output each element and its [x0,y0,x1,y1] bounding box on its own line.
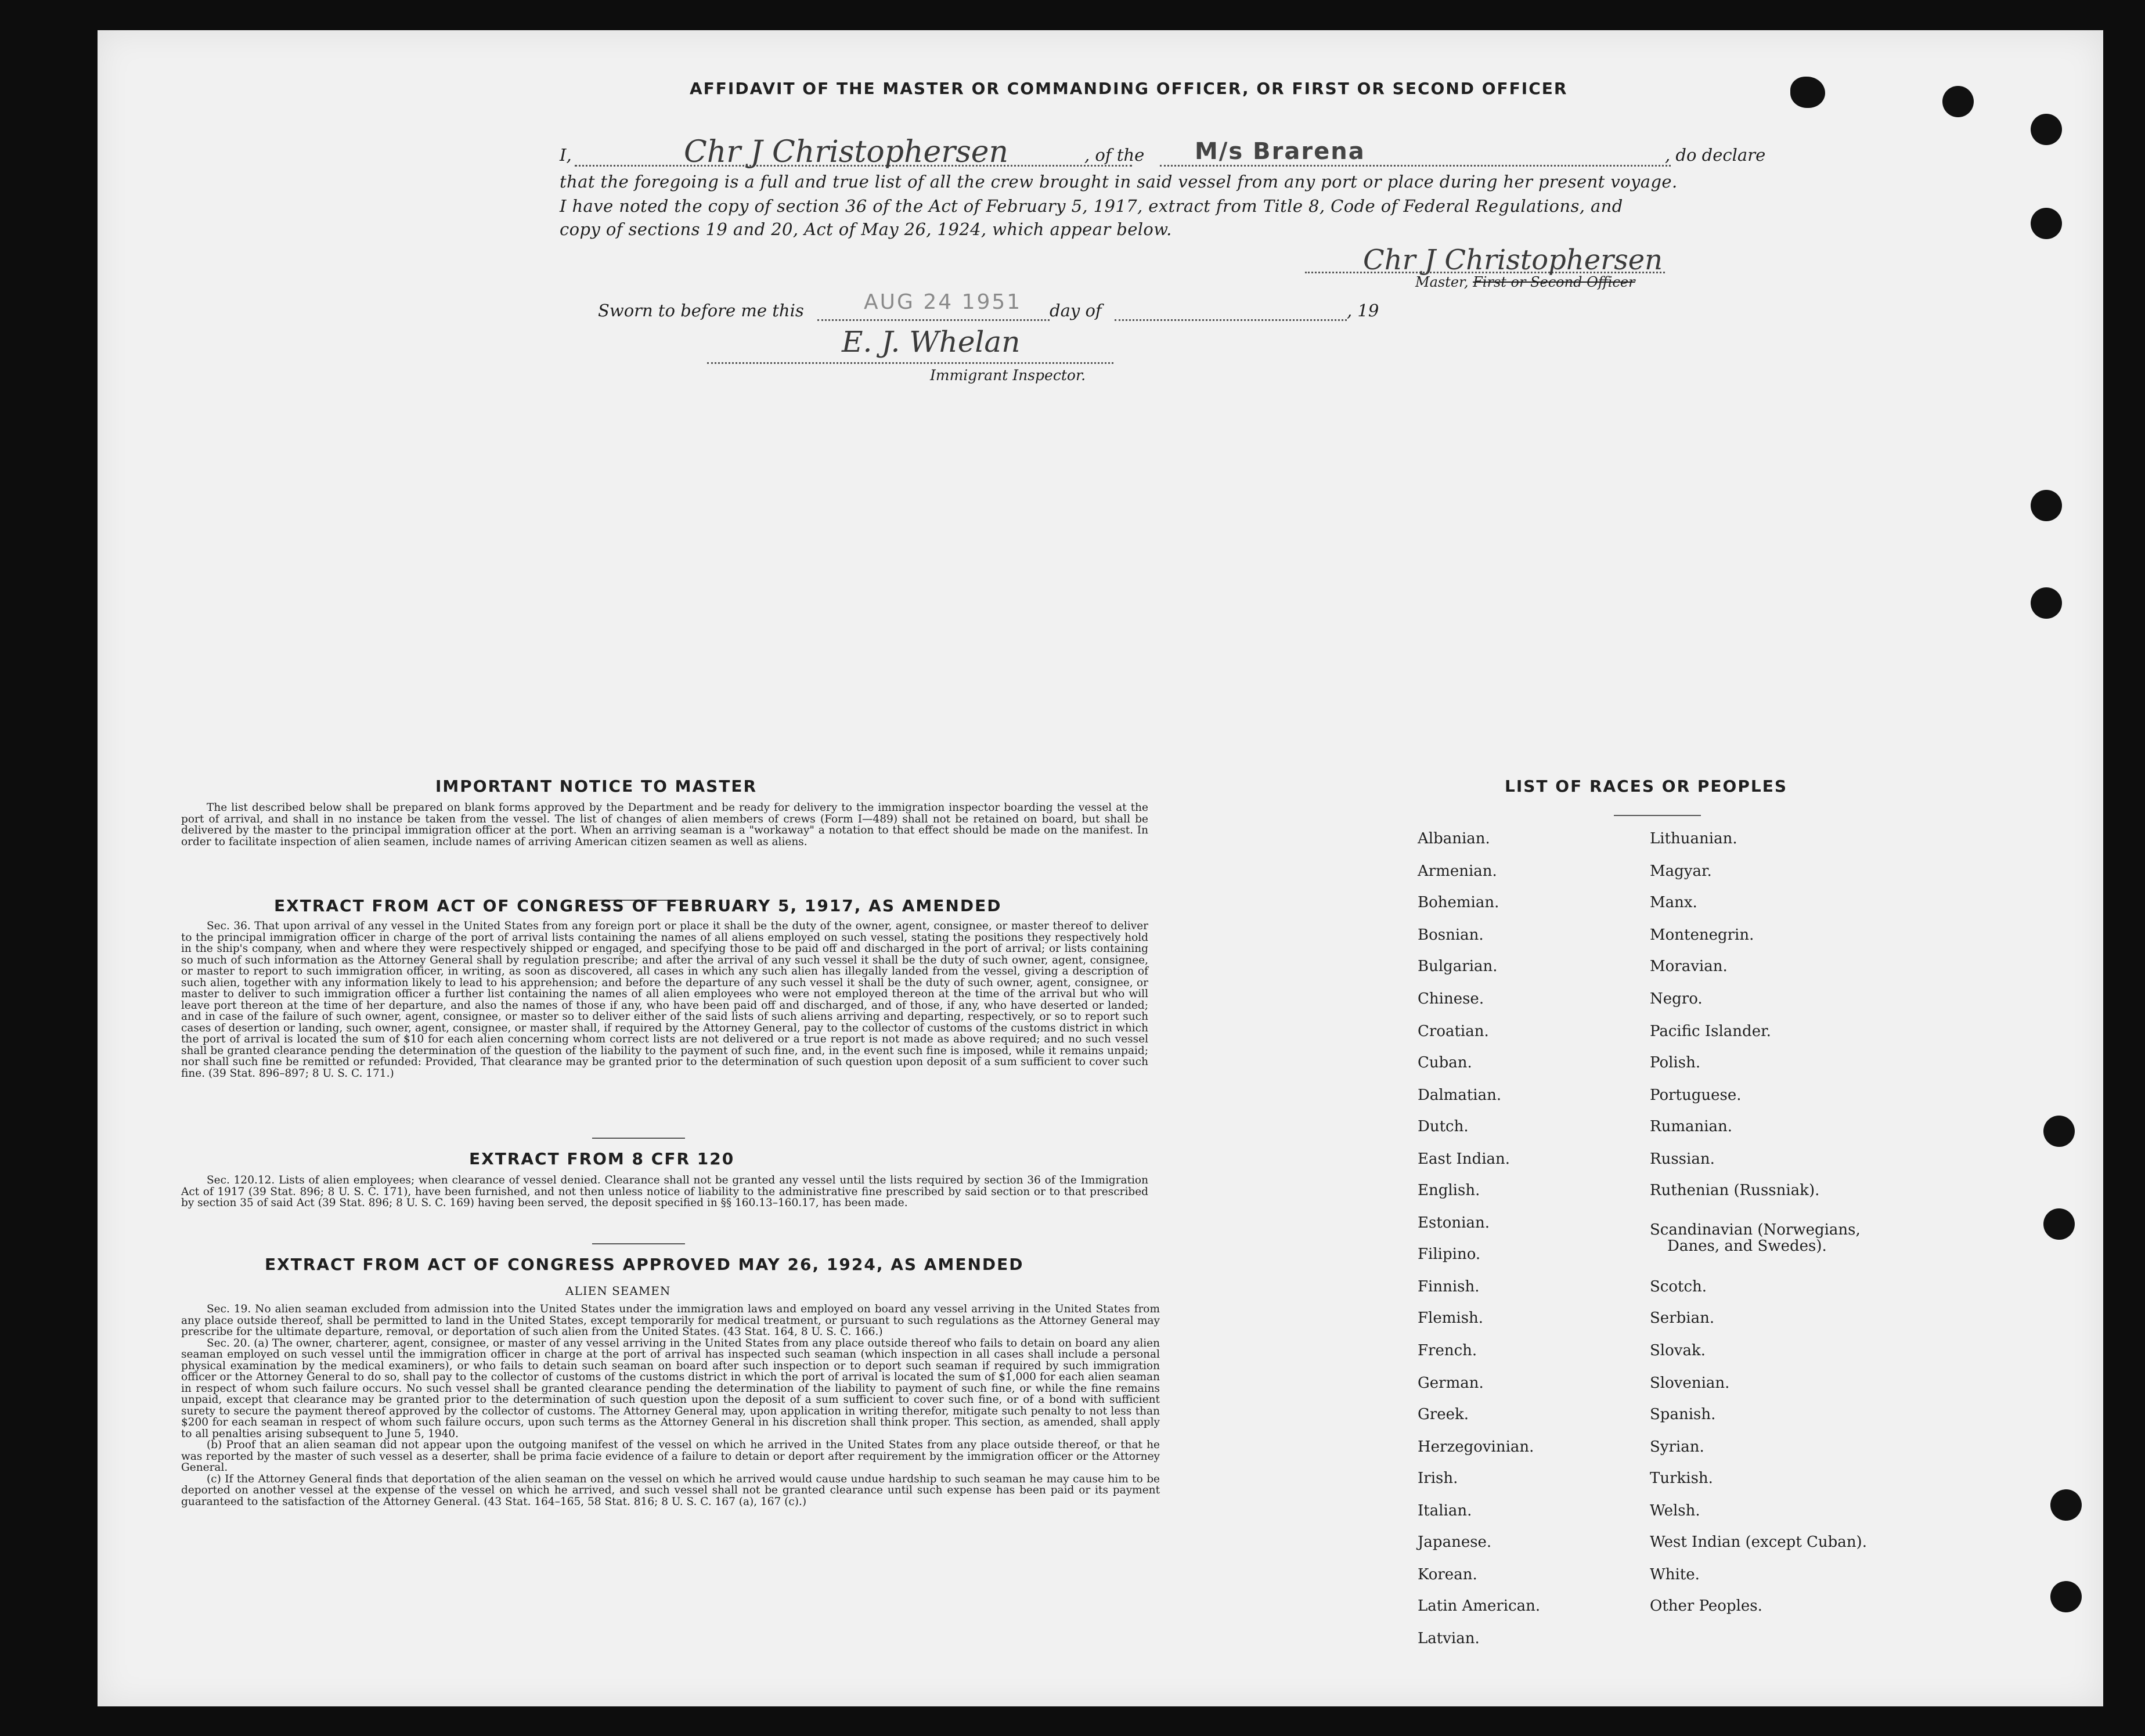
race-item: West Indian (except Cuban). [1650,1533,1867,1551]
punch-hole [2031,587,2062,619]
vessel-name-line [1160,165,1671,167]
race-item: Moravian. [1650,958,1728,975]
race-item: East Indian. [1418,1150,1510,1168]
race-item: Ruthenian (Russniak). [1650,1182,1820,1199]
officer-label-struck: First or Second Officer [1473,274,1635,290]
race-item: Scotch. [1650,1278,1707,1295]
race-item: Bohemian. [1418,894,1499,911]
sworn-year-prefix: , 19 [1347,301,1379,320]
race-item: Russian. [1650,1150,1715,1168]
punch-hole [2043,1116,2075,1147]
races-title: LIST OF RACES OR PEOPLES [1505,777,1787,796]
punch-hole [2050,1489,2082,1521]
notice-paragraph: The list described below shall be prepared on blank forms approved by the Department and be ready for delivery to the immigration inspector boarding the vessel at the port of arrival, and shall in no instance be taken from the vessel. The list of changes of alien members of crews (Form I—489) shall not be retained on board, but shall be delivered by the master to the principal immigration officer at the port. When an arriving seaman is a "workaway" a notation to that effect should be made on the manifest. In order to facilitate inspection of alien seamen, include names of arriving American citizen seamen as well as aliens. [181,802,1148,848]
affidavit-title: AFFIDAVIT OF THE MASTER OR COMMANDING OFFICER, OR FIRST OR SECOND OFFICER [690,79,1568,98]
affidavit-do-declare: , do declare [1665,145,1766,165]
race-item: Scandinavian (Norwegians, [1650,1221,1861,1239]
race-item: Spanish. [1650,1406,1716,1423]
extract-1924-paragraph: (b) Proof that an alien seaman did not appear upon the outgoing manifest of the vessel on which he arrived in the United States from any place outside thereof, or that he was reported by the master of such vessel as a deserter, shall be prima facie evidence of a failure to detain or deport after requirement by the immigration officer or the Attorney General. [181,1439,1160,1474]
punch-hole [2031,208,2062,239]
inspector-signature-line [707,362,1113,364]
notice-body [181,802,1148,847]
race-item: Flemish. [1418,1309,1484,1327]
extract-cfr-body [181,1175,1148,1209]
race-item: Dalmatian. [1418,1087,1502,1104]
race-item: Japanese. [1418,1533,1492,1551]
race-item: Dutch. [1418,1118,1469,1135]
officer-label [1415,274,1635,290]
race-item: Bulgarian. [1418,958,1498,975]
inspector-label: Immigrant Inspector. [930,367,1086,384]
race-item: Armenian. [1418,862,1497,880]
officer-label-master: Master, [1415,274,1469,290]
affidavit-line-3: I have noted the copy of section 36 of the Act of February 5, 1917, extract from Title 8, Code of Federal Regulations, and [560,196,1623,216]
affidavit-line-4: copy of sections 19 and 20, Act of May 26, 1924, which appear below. [560,219,1172,239]
race-item: English. [1418,1182,1480,1199]
punch-hole [2050,1581,2082,1612]
race-item: Irish. [1418,1470,1458,1487]
extract-1924-body [181,1304,1160,1507]
race-item: Other Peoples. [1650,1597,1762,1615]
race-item: Filipino. [1418,1246,1481,1263]
race-item: Rumanian. [1650,1118,1733,1135]
punch-hole [2043,1208,2075,1240]
master-signature: Chr J Christophersen [1363,244,1663,276]
extract-1917-title: EXTRACT FROM ACT OF CONGRESS OF FEBRUARY 5, 1917, AS AMENDED [274,896,1002,915]
race-item: Finnish. [1418,1278,1480,1295]
race-item: Pacific Islander. [1650,1023,1771,1040]
sworn-month-line [1115,319,1347,321]
affidavit-line-2: that the foregoing is a full and true list of all the crew brought in said vessel from any port or place during her present voyage. [560,172,1678,192]
race-item: Negro. [1650,990,1703,1008]
race-item: German. [1418,1374,1484,1392]
extract-cfr-title: EXTRACT FROM 8 CFR 120 [469,1149,735,1168]
affidavit-i: I, [560,145,572,165]
race-item: Greek. [1418,1406,1469,1423]
race-item: Italian. [1418,1502,1472,1520]
notice-title: IMPORTANT NOTICE TO MASTER [435,777,758,796]
master-name-signature: Chr J Christophersen [684,135,1009,169]
race-item: French. [1418,1342,1477,1359]
race-item: Bosnian. [1418,926,1484,944]
punch-hole-mark [1790,77,1825,108]
extract-1924-title: EXTRACT FROM ACT OF CONGRESS APPROVED MAY 26, 1924, AS AMENDED [265,1255,1024,1274]
race-item: Manx. [1650,894,1697,911]
vessel-name: M/s Brarena [1195,138,1365,165]
race-item: Danes, and Swedes). [1667,1237,1827,1255]
punch-hole [2031,114,2062,145]
race-item: Croatian. [1418,1023,1489,1040]
separator [592,1138,685,1139]
extract-1917-body [181,921,1148,1079]
race-item: Syrian. [1650,1438,1704,1456]
race-item: Slovenian. [1650,1374,1730,1392]
sworn-prefix: Sworn to before me this [598,301,804,320]
race-item: Turkish. [1650,1470,1713,1487]
race-item: Chinese. [1418,990,1484,1008]
race-item: Estonian. [1418,1214,1490,1232]
extract-1924-subtitle: ALIEN SEAMEN [565,1284,671,1298]
race-item: Latvian. [1418,1630,1480,1647]
race-item: Montenegrin. [1650,926,1754,944]
race-item: Polish. [1650,1054,1701,1071]
race-item: Serbian. [1650,1309,1715,1327]
extract-1924-paragraph: (c) If the Attorney General finds that deportation of the alien seaman on the vessel on which he arrived would cause undue hardship to such seaman he may cause him to be deported on another vessel at the expense of the vessel on which he arrived, and such vessel shall not be granted clearance until such expense has been paid or its payment guaranteed to the satisfaction of the Attorney General. (43 Stat. 164–165, 58 Stat. 816; 8 U. S. C. 167 (a), 167 (c).) [181,1472,1160,1508]
punch-hole [1942,86,1974,117]
extract-1924-paragraph: Sec. 19. No alien seaman excluded from admission into the United States under the immigration laws and employed on board any vessel arriving in the United States from any place outside thereof, shall be permitted to land in the United States, except temporarily for medical treatment, or pursuant to such regulations as the Attorney General may prescribe for the ultimate departure, removal, or deportation of such alien from the United States. (43 Stat. 164, 8 U. S. C. 166.) [181,1303,1160,1338]
race-item: Lithuanian. [1650,830,1737,847]
race-item: Herzegovinian. [1418,1438,1534,1456]
race-item: Magyar. [1650,862,1712,880]
punch-hole [2031,490,2062,521]
race-item: Latin American. [1418,1597,1541,1615]
race-item: Welsh. [1650,1502,1700,1520]
race-item: Cuban. [1418,1054,1472,1071]
race-item: White. [1650,1566,1700,1583]
separator [592,1243,685,1244]
sworn-date-stamp: AUG 24 1951 [864,290,1022,314]
race-item: Portuguese. [1650,1087,1742,1104]
race-item: Korean. [1418,1566,1477,1583]
extract-1924-paragraph: Sec. 20. (a) The owner, charterer, agent, consignee, or master of any vessel arriving in the United States from any place outside thereof who fails to detain on board any alien seaman employed on such vessel until the immigration officer in charge at the port of arrival has inspected such seaman (which inspection in all cases shall include a personal physical examination by the medical examiners), or who fails to detain such seaman on board after such inspection or to deport such seaman if required by such immigration officer or the Attorney General to do so, shall pay to the collector of customs of the customs district in which the port of arrival is located the sum of $1,000 for each alien seaman in respect of whom such failure occurs. No such vessel shall be granted clearance pending the determination of the liability to payment of such fine, or while the fine remains unpaid, except that clearance may be granted prior to the determination of such question upon the deposit of a sum sufficient to cover such fine, or of a bond with sufficient surety to secure the payment thereof approved by the collector of customs. The Attorney General may, upon application in writing therefor, mitigate such penalty to not less than $200 for each seaman in respect of whom such failure occurs, upon such terms as the Attorney General in his discretion shall think proper. This section, as amended, shall apply to all penalties arising subsequent to June 5, 1940. [181,1337,1160,1440]
inspector-signature: E. J. Whelan [842,325,1021,359]
extract-1917-paragraph: Sec. 36. That upon arrival of any vessel in the United States from any foreign port or place it shall be the duty of the owner, agent, consignee, or master thereof to deliver to the principal immigration officer in charge of the port of arrival lists containing the names of all aliens employed on such vessel, stating the positions they respectively hold in the ship's company, when and where they were respectively shipped or engaged, and specifying those to be paid off and discharged in the port of arrival; or lists containing so much of such information as the Attorney General shall by regulation prescribe; and after the arrival of any such vessel it shall be the duty of such owner, agent, consignee, or master to report to such immigration officer, in writing, as soon as discovered, all cases in which any such alien has illegally landed from the vessel, giving a description of such alien, together with any information likely to lead to his apprehension; and before the departure of any such vessel it shall be the duty of such owner, agent, consignee, or master to deliver to such immigration officer a further list containing the names of all alien employees who were not employed thereon at the time of the arrival but who will leave port thereon at the time of her departure, and also the names of those if any, who have been paid off and discharged, and of those, if any, who have deserted or landed; and in case of the failure of such owner, agent, consignee, or master so to deliver either of the said lists of such aliens arriving and departing, respectively, or so to report such cases of desertion or landing, such owner, agent, consignee, or master shall, if required by the Attorney General, pay to the collector of customs of the customs district in which the port of arrival is located the sum of $10 for each alien concerning whom correct lists are not delivered or a true report is not made as above required; and no such vessel shall be granted clearance pending the determination of the question of the liability to the payment of such fine, and, in the event such fine is imposed, while it remains unpaid; nor shall such fine be remitted or refunded: Provided, That clearance may be granted prior to the determination of such question upon deposit of a sum sufficient to cover such fine. (39 Stat. 896–897; 8 U. S. C. 171.) [181,920,1148,1080]
affidavit-of-the: , of the [1084,145,1145,165]
sworn-day-of: day of [1050,301,1102,320]
race-item: Albanian. [1418,830,1490,847]
form-page [98,30,2103,1706]
race-item: Slovak. [1650,1342,1706,1359]
extract-cfr-paragraph: Sec. 120.12. Lists of alien employees; when clearance of vessel denied. Clearance shall not be granted any vessel until the lists required by section 36 of the Immigration Act of 1917 (39 Stat. 896; 8 U. S. C. 171), have been furnished, and not then unless notice of liability to the administrative fine prescribed by said section or to that prescribed by section 35 of said Act (39 Stat. 896; 8 U. S. C. 169) having been served, the deposit specified in §§ 160.13–160.17, has been made. [181,1174,1148,1209]
separator [1614,815,1701,816]
sworn-date-line [817,319,1050,321]
